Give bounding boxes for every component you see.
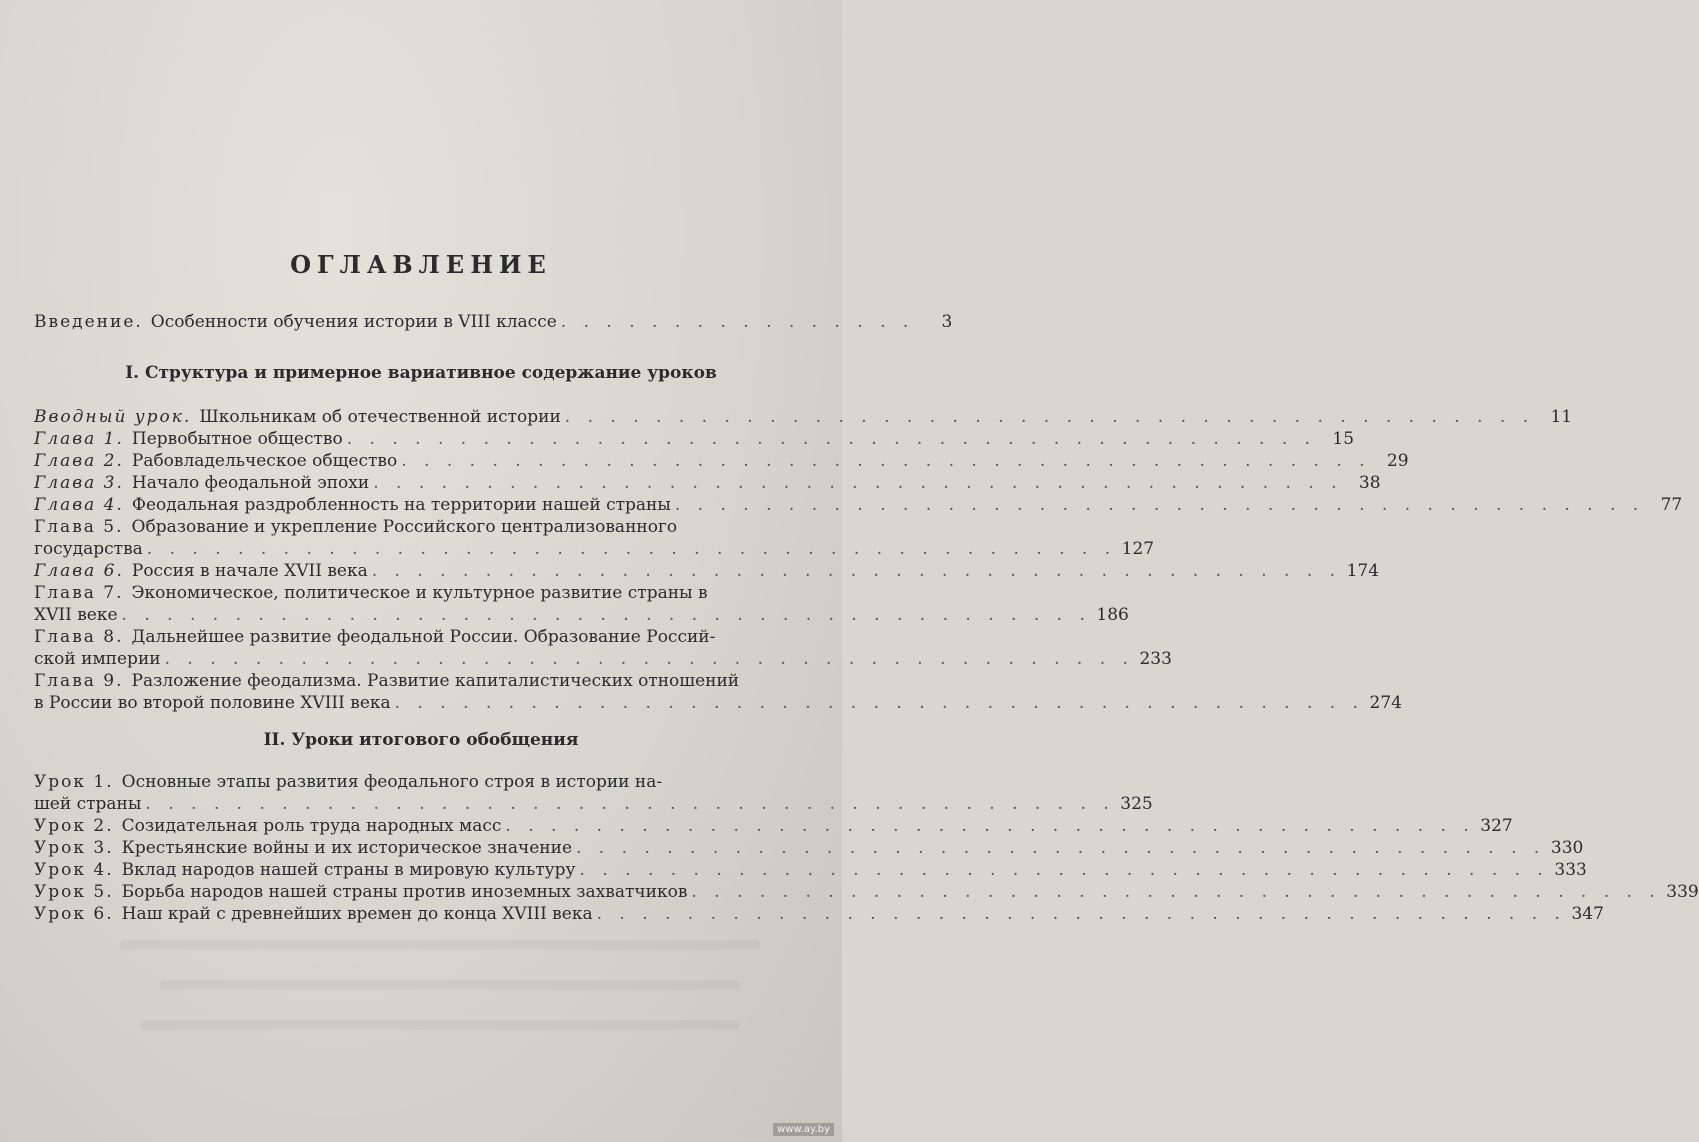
toc-entry: [34, 792, 1153, 816]
leader-dots: . . . . . . . . . . . . . . . . . . . . . . . . . . . . . . . . . . . . . . . . . . .: [394, 693, 1364, 713]
toc-text-continuation: XVII веке: [34, 605, 118, 625]
toc-page: 38: [1358, 473, 1381, 493]
toc-text-continuation: в России во второй половине XVIII века: [34, 693, 391, 713]
toc-label: Глава 5.: [34, 517, 124, 537]
bleed-through-line: [160, 980, 740, 990]
leader-dots: . . . . . . . . . . . . . . . . . . . . . . . . . . . . . . . . . . . . . . . . . . .: [596, 904, 1566, 924]
toc-entry-first-line: [34, 515, 814, 539]
toc-intro: [34, 310, 953, 334]
toc-label: Вводный урок.: [34, 407, 192, 427]
toc-page: 325: [1120, 794, 1153, 814]
toc-entry: [34, 647, 1172, 671]
toc-page: 29: [1386, 451, 1409, 471]
watermark: www.ay.by: [773, 1123, 834, 1136]
toc-label: Глава 2.: [34, 451, 124, 471]
toc-label: Глава 1.: [34, 429, 124, 449]
bleed-through-line: [140, 1020, 740, 1030]
toc-text: Школьникам об отечественной истории: [199, 407, 561, 427]
toc-entry: [34, 559, 1380, 583]
toc-text: Наш край с древнейших времен до конца XVIII века: [121, 904, 593, 924]
toc-entry-first-line: [34, 669, 814, 693]
leader-dots: . . . . . . . . . . . . . . . . . . . . . . . . . . . . . . . . . . . . . . . . . . .: [564, 407, 1535, 427]
toc-entry: [34, 471, 1381, 495]
toc-label: Глава 9.: [34, 671, 124, 691]
toc-label: Урок 2.: [34, 816, 114, 836]
leader-dots: . . . . . . . . . . . . . . . . . . . . . . . . . . . . . . . . . . . . . . . . . . .: [505, 816, 1475, 836]
toc-label: Глава 4.: [34, 495, 124, 515]
toc-label: Урок 1.: [34, 772, 114, 792]
toc-text: Первобытное общество: [131, 429, 343, 449]
toc-label: Глава 8.: [34, 627, 124, 647]
toc-entry: [34, 858, 1587, 882]
toc-entry: [34, 902, 1604, 926]
toc-page: 11: [1550, 407, 1573, 427]
leader-dots: . . . . . . . . . . . . . . . . . . . . . . . . . . . . . . . . . . . . . . . . . . .: [576, 838, 1546, 858]
toc-page: 327: [1480, 816, 1513, 836]
toc-page: 3: [941, 312, 953, 332]
toc-text: Вклад народов нашей страны в мировую культуру: [121, 860, 576, 880]
leader-dots: . . . . . . . . . . . . . . . . . . . . . . . . . . . . . . . . . . . . . . . . . . .: [674, 495, 1645, 515]
toc-page: 186: [1096, 605, 1129, 625]
toc-text: Основные этапы развития феодального строя в истории на-: [121, 772, 663, 792]
toc-entry: [34, 603, 1129, 627]
toc-entry: [34, 427, 1355, 451]
toc-text: Крестьянские войны и их историческое значение: [121, 838, 572, 858]
leader-dots: . . . . . . . . . . . . . . . . . . . . . . . . . . . . . . . . . . . . . . . . . . .: [691, 882, 1661, 902]
toc-entry: [34, 836, 1584, 860]
toc-page: 15: [1332, 429, 1355, 449]
toc-entry-first-line: [34, 770, 814, 794]
leader-dots: . . . . . . . . . . . . . . . . . . . . . . . . . . . . . . . . . . . . . . . . . . .: [371, 561, 1342, 581]
toc-text-continuation: государства: [34, 539, 143, 559]
toc-entry: [34, 405, 1573, 429]
toc-page: 174: [1346, 561, 1380, 581]
toc-label: Урок 4.: [34, 860, 114, 880]
toc-entry: [34, 493, 1683, 517]
toc-text-continuation: шей страны: [34, 794, 142, 814]
toc-label: Глава 6.: [34, 561, 124, 581]
toc-text: Разложение феодализма. Развитие капиталистических отношений: [131, 671, 740, 691]
toc-text: Борьба народов нашей страны против иноземных захватчиков: [121, 882, 688, 902]
toc-text: Россия в начале XVII века: [131, 561, 368, 581]
section-heading: II. Уроки итогового обобщения: [263, 730, 579, 750]
toc-text-continuation: ской империи: [34, 649, 161, 669]
toc-entry: [34, 880, 1699, 904]
toc-label: Введение.: [34, 312, 143, 332]
leader-dots: . . . . . . . . . . . . . . . .: [560, 312, 915, 332]
toc-entry-first-line: [34, 581, 814, 605]
toc-page: 77: [1660, 495, 1683, 515]
toc-label: Урок 6.: [34, 904, 114, 924]
page-title: ОГЛАВЛЕНИЕ: [290, 250, 552, 279]
leader-dots: . . . . . . . . . . . . . . . . . . . . . . . . . . . . . . . . . . . . . . . . . . .: [401, 451, 1371, 471]
leader-dots: . . . . . . . . . . . . . . . . . . . . . . . . . . . . . . . . . . . . . . . . . . .: [164, 649, 1134, 669]
leader-dots: . . . . . . . . . . . . . . . . . . . . . . . . . . . . . . . . . . . . . . . . . . .: [146, 539, 1117, 559]
toc-entry: [34, 537, 1155, 561]
bleed-through-line: [120, 940, 760, 950]
toc-page: 127: [1121, 539, 1155, 559]
toc-label: Урок 3.: [34, 838, 114, 858]
toc-entry: [34, 691, 1402, 715]
leader-dots: . . . . . . . . . . . . . . . . . . . . . . . . . . . . . . . . . . . . . . . . . . .: [373, 473, 1343, 493]
toc-label: Глава 7.: [34, 583, 124, 603]
toc-page: 274: [1369, 693, 1402, 713]
toc-text: Созидательная роль труда народных масс: [121, 816, 502, 836]
toc-text: Рабовладельческое общество: [131, 451, 398, 471]
toc-text: Особенности обучения истории в VIII классе: [150, 312, 557, 332]
toc-entry-first-line: [34, 625, 814, 649]
toc-text: Феодальная раздробленность на территории нашей страны: [131, 495, 671, 515]
leader-dots: . . . . . . . . . . . . . . . . . . . . . . . . . . . . . . . . . . . . . . . . . . .: [121, 605, 1091, 625]
section-heading: I. Структура и примерное вариативное содержание уроков: [125, 363, 717, 383]
toc-text: Начало феодальной эпохи: [131, 473, 370, 493]
toc-page: 347: [1571, 904, 1604, 924]
toc-text: Экономическое, политическое и культурное развитие страны в: [131, 583, 708, 603]
toc-page: 233: [1139, 649, 1172, 669]
toc-page: 330: [1550, 838, 1584, 858]
leader-dots: . . . . . . . . . . . . . . . . . . . . . . . . . . . . . . . . . . . . . . . . . . .: [579, 860, 1549, 880]
toc-text: Дальнейшее развитие феодальной России. Образование Россий-: [131, 627, 716, 647]
leader-dots: . . . . . . . . . . . . . . . . . . . . . . . . . . . . . . . . . . . . . . . . . . .: [145, 794, 1115, 814]
toc-page: 333: [1554, 860, 1587, 880]
toc-entry: [34, 814, 1513, 838]
toc-label: Урок 5.: [34, 882, 114, 902]
toc-entry: [34, 449, 1409, 473]
toc-page: 339: [1666, 882, 1699, 902]
toc-text: Образование и укрепление Российского централизованного: [131, 517, 678, 537]
toc-label: Глава 3.: [34, 473, 124, 493]
leader-dots: . . . . . . . . . . . . . . . . . . . . . . . . . . . . . . . . . . . . . . . . . . .: [346, 429, 1317, 449]
